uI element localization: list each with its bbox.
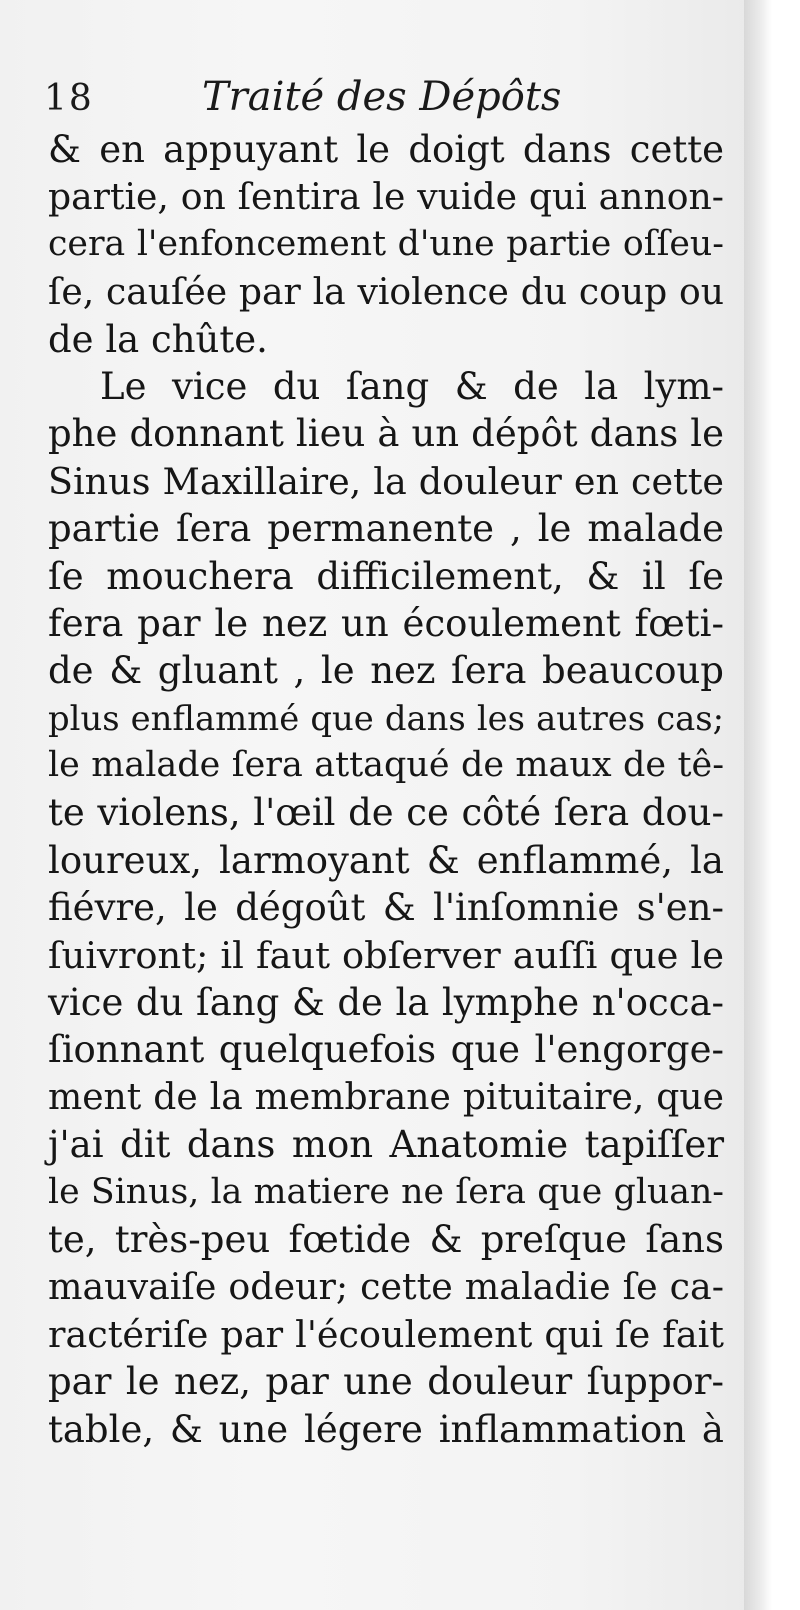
- text-line: ſionnant quelquefois que l'engorge-: [48, 1028, 724, 1072]
- text-line: vice du ſang & de la lymphe n'occa-: [48, 981, 724, 1025]
- text-line: te violens, l'œil de ce côté ſera dou-: [48, 791, 724, 835]
- text-line: j'ai dit dans mon Anatomie tapiſſer: [48, 1123, 724, 1167]
- body-text: [48, 126, 724, 1453]
- text-line: le malade ſera attaqué de maux de tê-: [48, 745, 724, 786]
- text-line: partie, on ſentira le vuide qui annon-: [48, 175, 724, 219]
- text-line: mauvaiſe odeur; cette maladie ſe ca-: [48, 1265, 724, 1309]
- text-line: plus enflammé que dans les autres cas;: [48, 698, 724, 738]
- running-title: Traité des Dépôts: [202, 74, 562, 120]
- text-line: ment de la membrane pituitaire, que: [48, 1075, 724, 1118]
- text-line: le Sinus, la matiere ne ſera que gluan-: [48, 1171, 724, 1212]
- text-line: ſuivront; il faut obſerver auſſi que le: [48, 933, 724, 977]
- text-line: cera l'enfoncement d'une partie oſſeu-: [48, 223, 724, 264]
- text-line: Le vice du ſang & de la lym-: [100, 364, 724, 408]
- text-line: & en appuyant le doigt dans cette: [48, 128, 724, 171]
- text-line: de & gluant , le nez ſera beaucoup: [48, 649, 724, 693]
- text-line: Sinus Maxillaire, la douleur en cette: [48, 459, 724, 503]
- text-line: fera par le nez un écoulement fœti-: [48, 601, 724, 645]
- text-line: partie ſera permanente , le malade: [48, 507, 724, 551]
- page-number: 18: [44, 78, 94, 119]
- page-edge: [744, 0, 772, 1610]
- text-line: te, très-peu fœtide & preſque ſans: [48, 1217, 724, 1261]
- text-line: phe donnant lieu à un dépôt dans le: [48, 412, 724, 456]
- text-line: par le nez, par une douleur ſuppor-: [48, 1360, 724, 1404]
- text-line: table, & une légere inflammation à: [48, 1407, 724, 1451]
- text-line: ſe, cauſée par la violence du coup ou: [48, 270, 724, 314]
- text-line: ſe mouchera difficilement, & il ſe: [48, 554, 724, 598]
- text-line: ractériſe par l'écoulement qui ſe fait: [48, 1312, 724, 1356]
- text-line: fiévre, le dégoût & l'inſomnie s'en-: [48, 886, 724, 930]
- text-line: de la chûte.: [48, 317, 268, 361]
- text-line: loureux, larmoyant & enflammé, la: [48, 838, 724, 882]
